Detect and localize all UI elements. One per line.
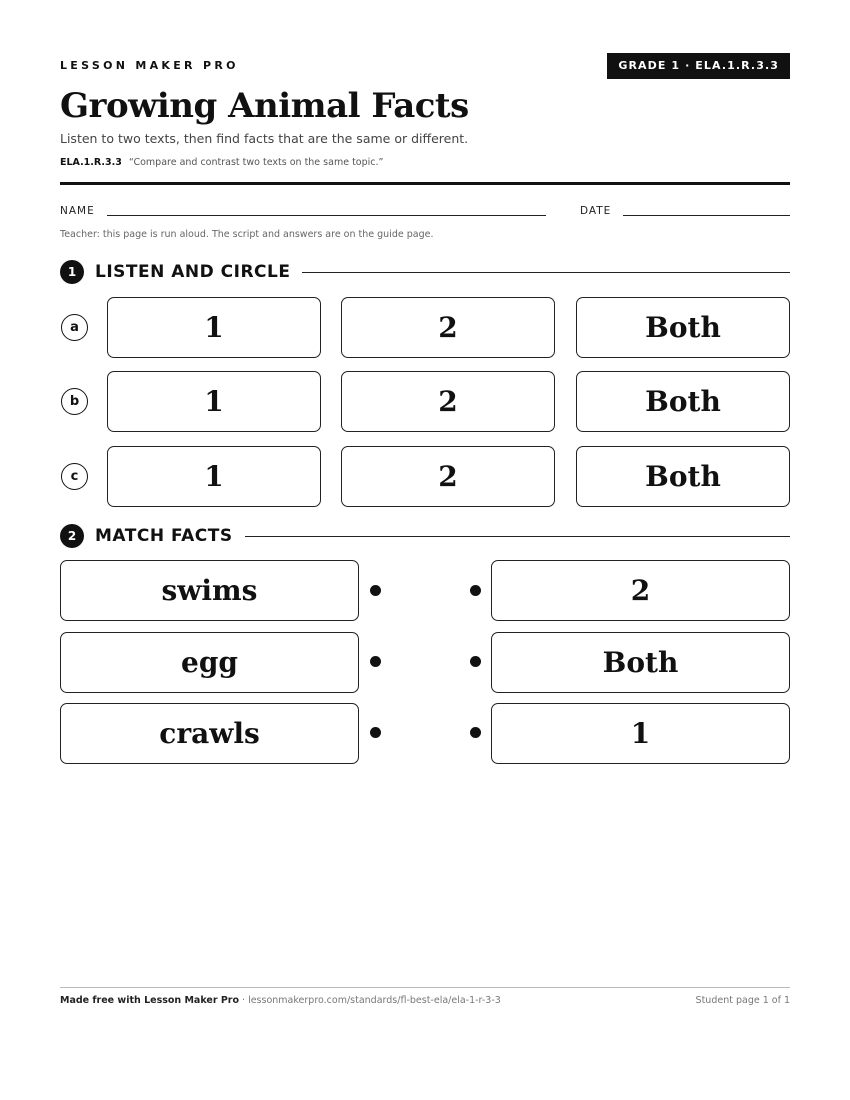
match-right-dot[interactable]	[470, 585, 481, 596]
footer-separator: ·	[239, 995, 249, 1006]
match-left-dot[interactable]	[370, 585, 381, 596]
teacher-note: Teacher: this page is run aloud. The script and answers are on the guide page.	[60, 229, 434, 240]
page-title: Growing Animal Facts	[60, 86, 469, 126]
section-title: MATCH FACTS	[95, 526, 233, 546]
match-right-card: Both	[491, 632, 790, 693]
row-letter-c: c	[61, 463, 88, 490]
match-left-card: crawls	[60, 703, 359, 764]
match-right-dot[interactable]	[470, 656, 481, 667]
match-left-dot[interactable]	[370, 727, 381, 738]
choice-2[interactable]: 2	[341, 371, 555, 432]
standard-line	[60, 157, 383, 168]
header-divider	[60, 182, 790, 185]
footer-url[interactable]: lessonmakerpro.com/standards/fl-best-ela/ela-1-r-3-3	[248, 995, 501, 1006]
grade-badge: GRADE 1 · ELA.1.R.3.3	[607, 53, 790, 79]
section-number-badge: 2	[60, 524, 84, 548]
section-1-header	[60, 259, 790, 285]
page-subtitle: Listen to two texts, then find facts that are the same or different.	[60, 131, 469, 146]
date-field[interactable]	[623, 215, 790, 216]
choice-2[interactable]: 2	[341, 446, 555, 507]
match-left-card: egg	[60, 632, 359, 693]
brand-name: LESSON MAKER PRO	[60, 59, 239, 72]
footer-brand: Made free with Lesson Maker Pro	[60, 995, 240, 1006]
match-right-card: 1	[491, 703, 790, 764]
choice-both[interactable]: Both	[576, 297, 790, 358]
choice-2[interactable]: 2	[341, 297, 555, 358]
choice-1[interactable]: 1	[107, 446, 321, 507]
name-label: NAME	[60, 205, 95, 217]
date-label: DATE	[580, 205, 612, 217]
match-left-card: swims	[60, 560, 359, 621]
footer-credit	[60, 995, 501, 1006]
row-letter-b: b	[61, 388, 88, 415]
choice-1[interactable]: 1	[107, 371, 321, 432]
standard-quote: “Compare and contrast two texts on the same topic.”	[128, 157, 384, 168]
section-2-header	[60, 523, 790, 549]
choice-both[interactable]: Both	[576, 371, 790, 432]
choice-1[interactable]: 1	[107, 297, 321, 358]
match-right-dot[interactable]	[470, 727, 481, 738]
choice-both[interactable]: Both	[576, 446, 790, 507]
section-rule	[245, 536, 790, 537]
section-rule	[302, 272, 790, 273]
section-title: LISTEN AND CIRCLE	[95, 262, 291, 282]
standard-code: ELA.1.R.3.3	[60, 157, 122, 168]
match-left-dot[interactable]	[370, 656, 381, 667]
footer-page-number: Student page 1 of 1	[695, 995, 790, 1006]
match-right-card: 2	[491, 560, 790, 621]
section-number-badge: 1	[60, 260, 84, 284]
footer-divider	[60, 987, 790, 988]
name-field[interactable]	[107, 215, 546, 216]
row-letter-a: a	[61, 314, 88, 341]
